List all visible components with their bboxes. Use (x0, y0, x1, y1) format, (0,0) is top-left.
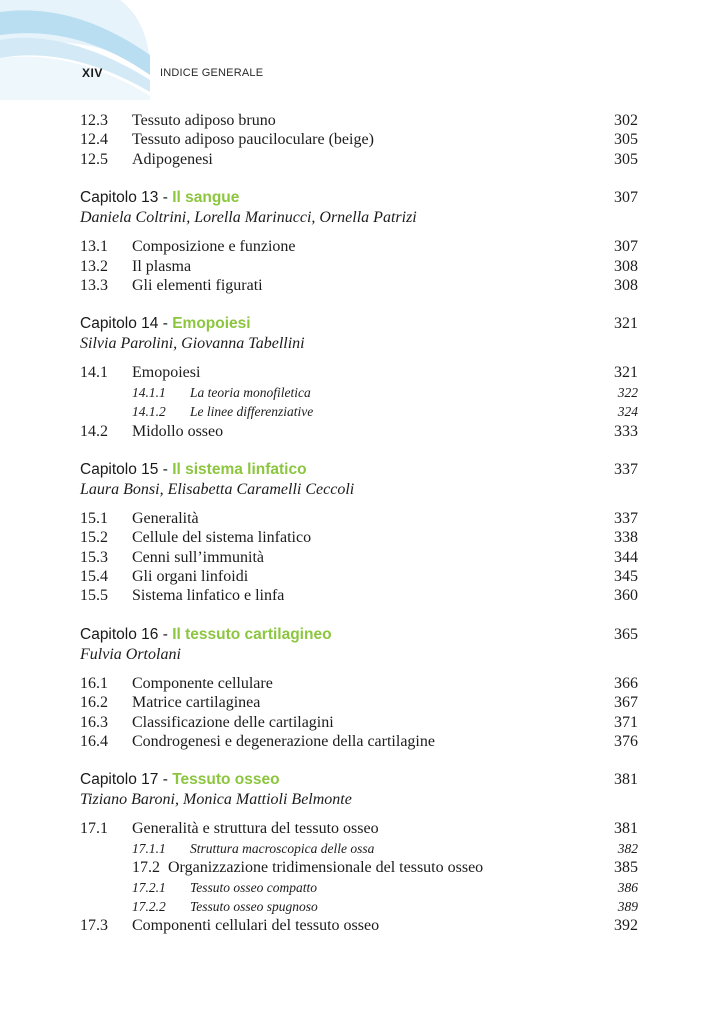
entry-number: 15.2 (80, 529, 108, 547)
entry-title: Cellule del sistema linfatico (132, 529, 312, 547)
toc-entry-row (80, 422, 638, 441)
chapter-heading (80, 314, 638, 334)
entry-number: 15.4 (80, 568, 108, 586)
entry-page: 338 (614, 529, 638, 547)
entry-number: 13.3 (80, 276, 108, 294)
toc-entry-row (80, 674, 638, 693)
entry-page: 321 (614, 364, 638, 382)
entry-page: 376 (614, 733, 638, 751)
entry-number: 15.3 (80, 548, 108, 566)
entry-page: 305 (614, 150, 638, 168)
entry-title: Classificazione delle cartilagini (132, 713, 334, 731)
entry-page: 385 (614, 859, 638, 877)
entry-page: 344 (614, 548, 638, 566)
toc-entry-row (80, 363, 638, 382)
entry-title: Tessuto adiposo pauciloculare (beige) (132, 131, 374, 149)
toc-entry-row (80, 878, 638, 897)
entry-number: 17.1.1 (132, 840, 166, 856)
entry-number: 17.2.1 (132, 879, 166, 895)
toc-entry-row (80, 819, 638, 838)
entry-number: 17.2 (132, 859, 160, 877)
entry-title: La teoria monofiletica (190, 384, 311, 400)
chapter-authors: Daniela Coltrini, Lorella Marinucci, Ornella Patrizi (80, 209, 417, 227)
entry-page: 381 (614, 820, 638, 838)
entry-number: 16.2 (80, 694, 108, 712)
toc-entry-row (80, 586, 638, 605)
entry-number: 17.2.2 (132, 898, 166, 914)
chapter-name: Il sangue (172, 189, 240, 207)
entry-title: Tessuto osseo compatto (190, 879, 318, 895)
toc-entry-row (80, 257, 638, 276)
toc-entry-row (80, 693, 638, 712)
entry-title: Generalità e struttura del tessuto osseo (132, 820, 379, 838)
toc-entry-row (80, 916, 638, 935)
chapter-label: Capitolo 15 - (80, 460, 173, 478)
entry-title: Generalità (132, 509, 199, 527)
chapter-page: 321 (614, 315, 638, 333)
entry-title: Il plasma (132, 257, 192, 275)
entry-number: 16.4 (80, 733, 108, 751)
entry-title: Componente cellulare (132, 674, 273, 692)
entry-number: 13.1 (80, 238, 108, 256)
entry-title: Cenni sull’immunità (132, 548, 264, 566)
entry-page: 337 (614, 509, 638, 527)
entry-page: 371 (614, 713, 638, 731)
toc-entry-row (80, 858, 638, 877)
leading-entries (80, 111, 638, 169)
toc-entry-row (80, 402, 638, 421)
toc-entry-row (80, 732, 638, 751)
decorative-wave-graphic (0, 0, 160, 100)
entry-number: 14.1.2 (132, 404, 166, 420)
entry-number: 16.3 (80, 713, 108, 731)
chapter-authors: Fulvia Ortolani (80, 645, 181, 663)
entry-number: 17.3 (80, 917, 108, 935)
entry-title: Struttura macroscopica delle ossa (190, 840, 375, 856)
entry-page: 308 (614, 257, 638, 275)
chapter-page: 307 (614, 189, 638, 207)
chapter-name: Il sistema linfatico (172, 460, 307, 478)
entry-number: 12.4 (80, 131, 108, 149)
toc-entry-row (80, 130, 638, 149)
entry-page: 345 (614, 568, 638, 586)
entry-number: 16.1 (80, 674, 108, 692)
toc-entry-row (80, 897, 638, 916)
toc-entry-row (80, 150, 638, 169)
toc-entry-row (80, 713, 638, 732)
entry-number: 14.1 (80, 364, 108, 382)
chapter-heading (80, 460, 638, 480)
chapter-heading (80, 188, 638, 208)
entry-page: 333 (614, 422, 638, 440)
entry-title: Tessuto adiposo bruno (132, 112, 276, 129)
toc-entry-row (80, 839, 638, 858)
entry-title: Gli organi linfoidi (132, 568, 249, 586)
entry-number: 14.2 (80, 422, 108, 440)
toc-entry-row (80, 383, 638, 402)
entry-number: 12.5 (80, 150, 108, 168)
entry-title: Tessuto osseo spugnoso (190, 898, 318, 914)
chapter-page: 365 (614, 625, 638, 643)
chapter-page: 381 (614, 771, 638, 789)
entry-page: 324 (617, 404, 638, 420)
chapter-list (80, 188, 638, 936)
header-page-number: XIV (82, 66, 103, 80)
entry-number: 15.1 (80, 509, 108, 527)
entry-title: Condrogenesi e degenerazione della cartilagine (132, 733, 435, 751)
header-title: INDICE GENERALE (160, 67, 264, 79)
entry-number: 12.3 (80, 112, 108, 129)
entry-title: Sistema linfatico e linfa (132, 587, 285, 605)
entry-number: 14.1.1 (132, 384, 166, 400)
chapter-heading (80, 625, 638, 645)
entry-title: Organizzazione tridimensionale del tessuto osseo (168, 859, 484, 877)
entry-number: 13.2 (80, 257, 108, 275)
entry-number: 15.5 (80, 587, 108, 605)
entry-title: Emopoiesi (132, 364, 201, 382)
toc-entry-row (80, 237, 638, 256)
chapter-authors: Laura Bonsi, Elisabetta Caramelli Ceccoli (80, 480, 355, 498)
entry-page: 305 (614, 131, 638, 149)
chapter-label: Capitolo 17 - (80, 771, 173, 789)
entry-page: 386 (617, 879, 638, 895)
chapter-authors: Silvia Parolini, Giovanna Tabellini (80, 335, 305, 353)
chapter-heading (80, 770, 638, 790)
entry-page: 322 (617, 384, 638, 400)
chapter-label: Capitolo 13 - (80, 189, 173, 207)
entry-title: Composizione e funzione (132, 238, 296, 256)
entry-title: Matrice cartilaginea (132, 694, 261, 712)
toc-entry-row (80, 509, 638, 528)
chapter-name: Emopoiesi (172, 315, 251, 333)
toc-entry-row (80, 276, 638, 295)
chapter-name: Il tessuto cartilagineo (172, 625, 332, 643)
entry-title: Gli elementi figurati (132, 276, 263, 294)
entry-page: 382 (617, 840, 638, 856)
chapter-authors: Tiziano Baroni, Monica Mattioli Belmonte (80, 791, 352, 809)
entry-page: 367 (614, 694, 638, 712)
entry-title: Midollo osseo (132, 422, 224, 440)
chapter-page: 337 (614, 460, 638, 478)
entry-page: 308 (614, 276, 638, 294)
table-of-contents (80, 111, 638, 936)
entry-title: Adipogenesi (132, 150, 213, 168)
entry-page: 307 (614, 238, 638, 256)
entry-title: Componenti cellulari del tessuto osseo (132, 917, 380, 935)
entry-number: 17.1 (80, 820, 108, 838)
entry-title: Le linee differenziative (190, 404, 314, 420)
toc-entry-row (80, 567, 638, 586)
toc-entry-row (80, 111, 638, 130)
entry-page: 366 (614, 674, 638, 692)
entry-page: 392 (614, 917, 638, 935)
entry-page: 302 (614, 112, 638, 129)
chapter-label: Capitolo 16 - (80, 625, 173, 643)
chapter-name: Tessuto osseo (172, 771, 280, 789)
entry-page: 389 (617, 898, 638, 914)
toc-entry-row (80, 548, 638, 567)
chapter-label: Capitolo 14 - (80, 315, 173, 333)
toc-entry-row (80, 528, 638, 547)
entry-page: 360 (614, 587, 638, 605)
